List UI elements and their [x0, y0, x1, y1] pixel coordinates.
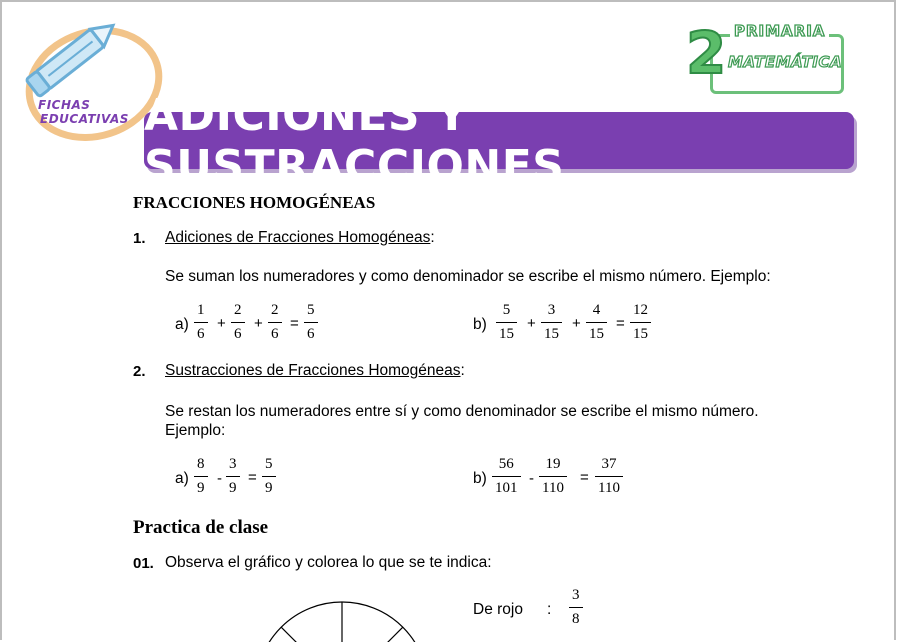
example-2b-equals: =	[580, 469, 589, 486]
example-2a-fraction-2: $\frac{3}{9}$	[226, 457, 240, 496]
example-1a-op-2: +	[254, 315, 263, 332]
item1-title: Adiciones de Fracciones Homogéneas	[165, 229, 431, 246]
color-instruction-label: De rojo	[473, 601, 523, 618]
example-1b-fraction-1: $\frac{5}{15}$	[496, 303, 517, 342]
example-1b-label: b)	[473, 316, 487, 333]
example-2a-equals: =	[248, 469, 257, 486]
example-1b-op-2: +	[572, 315, 581, 332]
item1-heading	[165, 229, 435, 247]
example-1a-op-1: +	[217, 315, 226, 332]
example-1b-fraction-3: $\frac{4}{15}$	[586, 303, 607, 342]
example-1b-fraction-2: $\frac{3}{15}$	[541, 303, 562, 342]
exercise1-instruction: Observa el gráfico y colorea lo que se te indica:	[165, 554, 492, 571]
item1-number: 1.	[133, 230, 146, 247]
title-banner	[144, 89, 854, 192]
exercise1-number: 01.	[133, 555, 154, 572]
example-2a-label: a)	[175, 470, 189, 487]
item2-description-line2: Ejemplo:	[165, 422, 226, 439]
example-2b-label: b)	[473, 470, 487, 487]
fraction-circle-diagram[interactable]	[252, 598, 452, 642]
practice-heading: Practica de clase	[133, 517, 269, 538]
example-2b-fraction-1: $\frac{56}{101}$	[492, 457, 521, 496]
item2-heading	[165, 362, 465, 380]
example-2b-result: $\frac{37}{110}$	[595, 457, 623, 496]
logo-text-line1: FICHAS	[38, 98, 91, 112]
example-1a-fraction-2: $\frac{2}{6}$	[231, 303, 245, 342]
grade-level-label: PRIMARIA	[730, 22, 829, 40]
example-2a-result: $\frac{5}{9}$	[262, 457, 276, 496]
example-1a-fraction-3: $\frac{2}{6}$	[268, 303, 282, 342]
item2-number: 2.	[133, 363, 146, 380]
item1-description: Se suman los numeradores y como denominador se escribe el mismo número. Ejemplo:	[165, 268, 771, 285]
color-instruction-fraction: $\frac{3}{8}$	[569, 588, 583, 627]
color-instruction-colon: :	[547, 601, 552, 618]
example-2b-op-1: -	[529, 470, 534, 487]
example-1b-equals: =	[616, 315, 625, 332]
example-1b-result: $\frac{12}{15}$	[630, 303, 651, 342]
item2-description-line1: Se restan los numeradores entre sí y como denominador se escribe el mismo número.	[165, 403, 759, 420]
example-2a-fraction-1: $\frac{8}{9}$	[194, 457, 208, 496]
item2-title: Sustracciones de Fracciones Homogéneas	[165, 362, 461, 379]
page-title: ADICIONES Y SUSTRACCIONES	[144, 89, 565, 192]
example-1a-equals: =	[290, 315, 299, 332]
example-1a-result: $\frac{5}{6}$	[304, 303, 318, 342]
section-heading: FRACCIONES HOMOGÉNEAS	[133, 193, 376, 212]
logo-text-line2: EDUCATIVAS	[40, 112, 129, 126]
item2-colon: :	[460, 362, 465, 379]
example-1a-fraction-1: $\frac{1}{6}$	[194, 303, 208, 342]
example-2a-op-1: -	[217, 470, 222, 487]
example-1b-op-1: +	[527, 315, 536, 332]
example-1a-label: a)	[175, 316, 189, 333]
example-2b-fraction-2: $\frac{19}{110}$	[539, 457, 567, 496]
grade-number: 2	[686, 19, 727, 87]
subject-label: MATEMÁTICA	[728, 53, 843, 71]
item1-colon: :	[430, 229, 435, 246]
